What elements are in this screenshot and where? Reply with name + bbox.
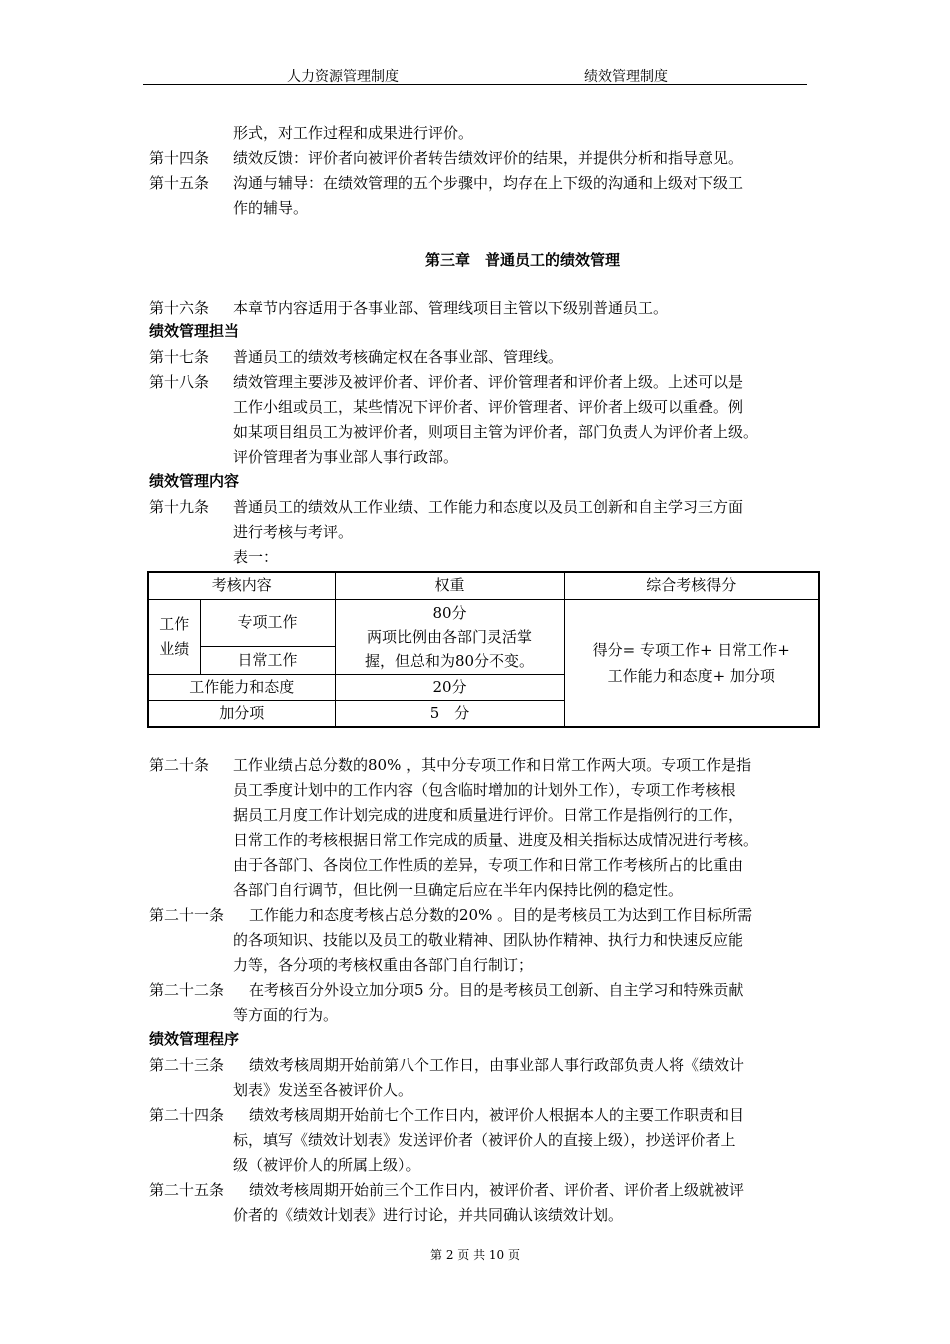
article-20-line: 各部门自行调节，但比例一旦确定后应在半年内保持比例的稳定性。: [233, 881, 684, 899]
article-20-line: 由于各部门、各岗位工作性质的差异，专项工作和日常工作考核所占的比重由: [233, 856, 744, 874]
article-20-line: 工作业绩占总分数的80% ，其中分专项工作和日常工作两大项。专项工作是指: [233, 756, 752, 774]
article-15-label: 第十五条: [149, 174, 210, 192]
article-17-label: 第十七条: [149, 348, 210, 366]
article-19-line: 进行考核与考评。: [233, 523, 354, 541]
work-performance-cell: [148, 599, 200, 674]
article-20-line: 据员工月度工作计划完成的进度和质量进行评价。日常工作是指例行的工作，: [233, 806, 744, 824]
article-24-line: 绩效考核周期开始前七个工作日内，被评价人根据本人的主要工作职责和目: [249, 1106, 745, 1124]
ability-weight-cell: 20分: [335, 674, 564, 700]
formula-cell: [564, 599, 819, 727]
article-18-line: 评价管理者为事业部人事行政部。: [233, 448, 459, 466]
formula-line: 工作能力和态度+ 加分项: [607, 666, 775, 685]
table-header-cell: 考核内容: [148, 572, 335, 599]
page-number: 第 2 页 共 10 页: [430, 1248, 520, 1262]
weight-note: 两项比例由各部门灵活掌: [366, 627, 532, 646]
weight-note: 握，但总和为80分不变。: [364, 651, 535, 670]
article-18-line: 绩效管理主要涉及被评价者、评价者、评价管理者和评价者上级。上述可以是: [233, 373, 744, 391]
article-25-label: 第二十五条: [149, 1181, 225, 1199]
bonus-weight-cell: 5 分: [335, 700, 564, 727]
section-heading: 绩效管理内容: [149, 472, 240, 490]
article-19-label: 第十九条: [149, 498, 210, 516]
article-20-line: 日常工作的考核根据日常工作完成的质量、进度及相关指标达成情况进行考核。: [233, 831, 759, 849]
article-14-text: 绩效反馈：评价者向被评价者转告绩效评价的结果，并提供分析和指导意见。: [233, 149, 744, 167]
bonus-cell: 加分项: [148, 700, 335, 727]
article-21-label: 第二十一条: [149, 906, 225, 924]
article-15-line: 作的辅导。: [233, 199, 309, 217]
header-right: 绩效管理制度: [584, 69, 668, 85]
article-23-line: 划表》发送至各被评价人。: [233, 1081, 414, 1099]
article-22-line: 等方面的行为。: [233, 1006, 339, 1024]
table-caption: 表一：: [233, 548, 279, 566]
daily-work-cell: 日常工作: [200, 646, 335, 674]
article-21-line: 的各项知识、技能以及员工的敬业精神、团队协作精神、执行力和快速反应能: [233, 931, 744, 949]
article-16-label: 第十六条: [149, 299, 210, 317]
article-16-text: 本章节内容适用于各事业部、管理线项目主管以下级别普通员工。: [233, 299, 669, 317]
article-22-label: 第二十二条: [149, 981, 225, 999]
article-21-line: 工作能力和态度考核占总分数的20% 。目的是考核员工为达到工作目标所需: [249, 906, 753, 924]
article-25-line: 价者的《绩效计划表》进行讨论，并共同确认该绩效计划。: [233, 1206, 624, 1224]
article-25-line: 绩效考核周期开始前三个工作日内，被评价者、评价者、评价者上级就被评: [249, 1181, 745, 1199]
assessment-table: [147, 571, 820, 728]
header-divider: [143, 84, 807, 85]
article-19-line: 普通员工的绩效从工作业绩、工作能力和态度以及员工创新和自主学习三方面: [233, 498, 744, 516]
header-left: 人力资源管理制度: [287, 69, 399, 85]
article-20-label: 第二十条: [149, 756, 210, 774]
weight-value: 80分: [432, 603, 467, 622]
article-13-continuation: 形式，对工作过程和成果进行评价。: [233, 124, 474, 142]
work-weight-cell: [335, 599, 564, 674]
article-23-line: 绩效考核周期开始前第八个工作日，由事业部人事行政部负责人将《绩效计: [249, 1056, 745, 1074]
article-20-line: 员工季度计划中的工作内容（包含临时增加的计划外工作），专项工作考核根: [233, 781, 736, 799]
article-22-line: 在考核百分外设立加分项5 分。目的是考核员工创新、自主学习和特殊贡献: [249, 981, 744, 999]
table-header-row: [148, 572, 819, 599]
chapter-title: 第三章 普通员工的绩效管理: [425, 251, 621, 269]
section-heading: 绩效管理程序: [149, 1030, 240, 1048]
article-18-line: 工作小组或员工，某些情况下评价者、评价管理者、评价者上级可以重叠。例: [233, 398, 744, 416]
article-23-label: 第二十三条: [149, 1056, 225, 1074]
section-heading: 绩效管理担当: [149, 322, 240, 340]
article-24-line: 标，填写《绩效计划表》发送评价者（被评价人的直接上级），抄送评价者上: [233, 1131, 736, 1149]
article-15-line: 沟通与辅导：在绩效管理的五个步骤中，均存在上下级的沟通和上级对下级工: [233, 174, 744, 192]
article-24-line: 级（被评价人的所属上级）。: [233, 1156, 421, 1174]
article-18-line: 如某项目组员工为被评价者，则项目主管为评价者，部门负责人为评价者上级。: [233, 423, 759, 441]
formula-line: 得分= 专项工作+ 日常工作+: [592, 640, 790, 659]
table-header-cell: 综合考核得分: [564, 572, 819, 599]
work-performance-label: 工作业绩: [159, 614, 190, 658]
article-24-label: 第二十四条: [149, 1106, 225, 1124]
article-14-label: 第十四条: [149, 149, 210, 167]
article-18-label: 第十八条: [149, 373, 210, 391]
article-17-text: 普通员工的绩效考核确定权在各事业部、管理线。: [233, 348, 564, 366]
ability-cell: 工作能力和态度: [148, 674, 335, 700]
article-21-line: 力等，各分项的考核权重由各部门自行制订；: [233, 956, 534, 974]
special-work-cell: 专项工作: [200, 599, 335, 646]
table-row: [148, 599, 819, 646]
table-header-cell: 权重: [335, 572, 564, 599]
